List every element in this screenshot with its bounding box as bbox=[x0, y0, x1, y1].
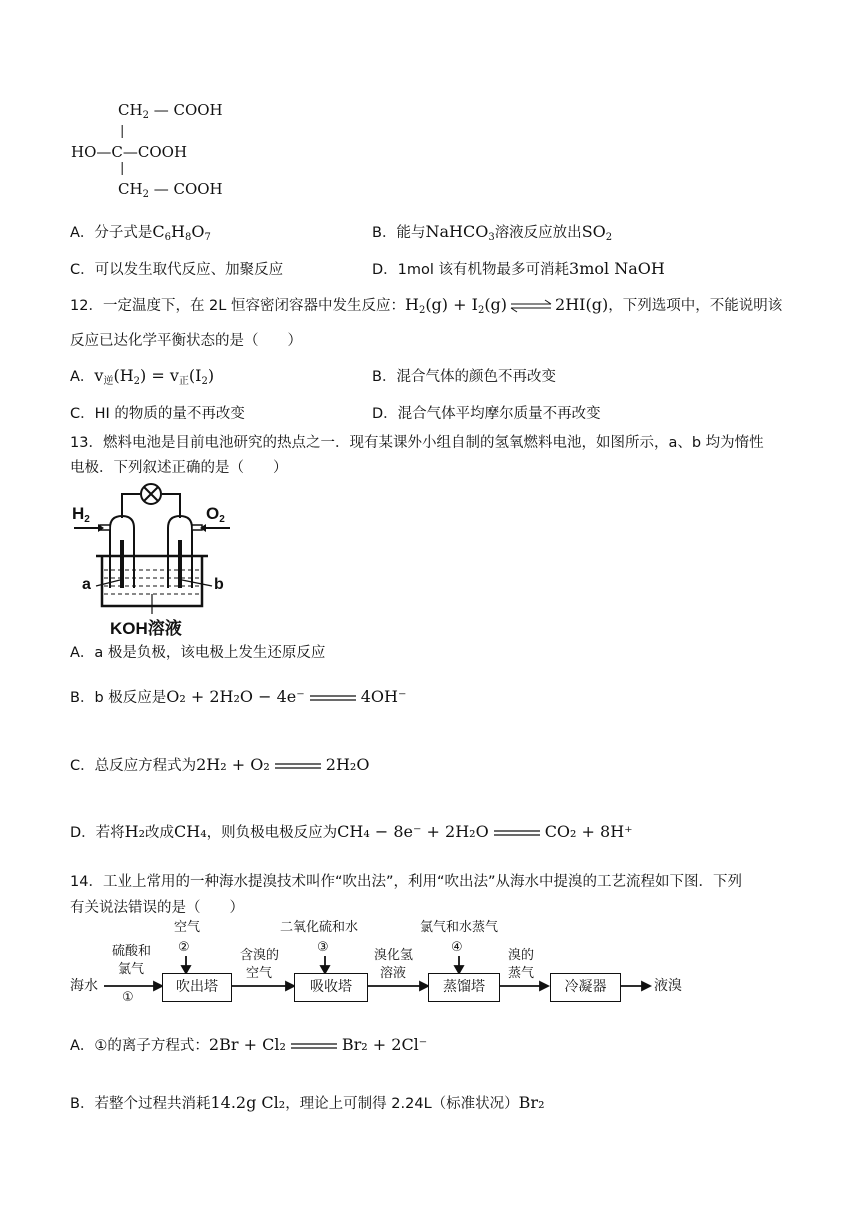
option-label: D．1mol 该有机物最多可消耗 bbox=[372, 262, 570, 278]
flow-air-label: 空气 bbox=[174, 920, 201, 935]
q11-option-b bbox=[372, 221, 612, 243]
q12-option-c: C．HI 的物质的量不再改变 bbox=[70, 406, 245, 422]
flow-mid1-top: 含溴的 bbox=[240, 948, 280, 963]
flow-step2-number: ② bbox=[178, 940, 190, 955]
equation-left: 2H₂ + O₂ bbox=[196, 755, 270, 774]
formula: CH₄ bbox=[174, 822, 207, 841]
q14-stem-line2: 有关说法错误的是（ ） bbox=[70, 900, 244, 916]
q13-option-c bbox=[70, 754, 369, 775]
structure-top bbox=[118, 101, 223, 121]
q14-option-b bbox=[70, 1092, 545, 1113]
flow-box-distillation-tower: 蒸馏塔 bbox=[428, 973, 500, 1002]
q12-option-b: B．混合气体的颜色不再改变 bbox=[372, 369, 556, 385]
q13-option-b bbox=[70, 686, 406, 707]
option-label: B．b 极反应是 bbox=[70, 690, 167, 706]
flow-step1-number: ① bbox=[122, 990, 134, 1005]
option-label: C．总反应方程式为 bbox=[70, 758, 197, 774]
flow-input1-bottom: 氯气 bbox=[118, 962, 145, 977]
flow-step4-number: ④ bbox=[451, 940, 463, 955]
flow-so2-label: 二氧化硫和水 bbox=[280, 920, 359, 935]
equals-sign-icon bbox=[273, 761, 323, 771]
equilibrium-arrow-icon bbox=[509, 299, 553, 313]
reagent: NaHCO$_3$ bbox=[425, 222, 495, 243]
option-label: B．能与 bbox=[372, 225, 426, 241]
gas: $SO_2$ bbox=[581, 222, 613, 243]
flow-mid3-top: 溴的 bbox=[508, 948, 535, 963]
option-label: D．若将 bbox=[70, 825, 125, 841]
q13-stem-line2: 电极．下列叙述正确的是（ ） bbox=[70, 460, 288, 476]
equation-left: 2Br + Cl₂ bbox=[208, 1035, 286, 1054]
q11-option-a bbox=[70, 221, 211, 243]
q12-option-d: D．混合气体平均摩尔质量不再改变 bbox=[372, 406, 601, 422]
equation-right: 2H₂O bbox=[325, 755, 370, 774]
formula: Br₂ bbox=[518, 1093, 545, 1112]
flow-box-condenser: 冷凝器 bbox=[550, 973, 621, 1002]
option-text: ，理论上可制得 2.24L（标准状况） bbox=[285, 1096, 519, 1112]
option-label: A．①的离子方程式： bbox=[70, 1038, 209, 1054]
o2-label: $O_2$ bbox=[206, 504, 225, 525]
q13-option-d bbox=[70, 821, 633, 842]
fuel-cell-figure bbox=[70, 478, 240, 638]
q12-option-a bbox=[70, 365, 214, 387]
ch-text: CH bbox=[118, 180, 143, 198]
flow-box-blowout-tower: 吹出塔 bbox=[162, 973, 232, 1002]
q12-stem-line2: 反应已达化学平衡状态的是（ ） bbox=[70, 333, 302, 349]
electrode-a-label: a bbox=[82, 576, 91, 593]
equation-left: $H_2(g) + I_2(g)$ bbox=[404, 295, 508, 316]
equals-sign-icon bbox=[308, 693, 358, 703]
option-text: ，则负极电极反应为 bbox=[206, 825, 338, 841]
equation-right: 2HI(g) bbox=[555, 295, 609, 314]
structure-bar-top: | bbox=[120, 124, 125, 139]
flow-mid2-top: 溴化氢 bbox=[374, 948, 414, 963]
equation-left: CH₄ − 8e⁻ + 2H₂O bbox=[337, 822, 489, 841]
q11-option-d bbox=[372, 258, 665, 279]
cooh-text: — COOH bbox=[148, 101, 223, 119]
rate-expression: $v_逆(H_2) = v_正(I_2)$ bbox=[94, 366, 215, 387]
carbon-text: C bbox=[111, 143, 123, 161]
formula: H₂ bbox=[124, 822, 146, 841]
koh-solution-label: KOH溶液 bbox=[110, 619, 182, 638]
q14-stem-line1: 14．工业上常用的一种海水提溴技术叫作“吹出法”，利用“吹出法”从海水中提溴的工艺流程如下图．下列 bbox=[70, 874, 742, 890]
equals-sign-icon bbox=[492, 828, 542, 838]
stem-text: ，下列选项中，不能说明该 bbox=[608, 298, 783, 314]
equation-right: CO₂ + 8H⁺ bbox=[544, 822, 633, 841]
flow-mid1-bottom: 空气 bbox=[246, 966, 273, 981]
ch-text: CH bbox=[118, 101, 143, 119]
flow-mid3-bottom: 蒸气 bbox=[508, 966, 535, 981]
option-label: B．若整个过程共消耗 bbox=[70, 1096, 211, 1112]
subscript: 2 bbox=[142, 189, 149, 200]
option-text: 改成 bbox=[145, 825, 175, 841]
option-label: A．分子式是 bbox=[70, 225, 153, 241]
subscript: 2 bbox=[142, 110, 149, 121]
q13-stem-line1: 13．燃料电池是目前电池研究的热点之一．现有某课外小组自制的氢氧燃料电池，如图所示，a、b 均为惰性 bbox=[70, 435, 764, 451]
flow-start-seawater: 海水 bbox=[70, 978, 98, 994]
mass-value: 14.2g Cl₂ bbox=[210, 1093, 286, 1112]
equation-right: Br₂ + 2Cl⁻ bbox=[341, 1035, 428, 1054]
cooh-text: —COOH bbox=[122, 143, 188, 161]
flow-input1-top: 硫酸和 bbox=[112, 944, 152, 959]
equals-sign-icon bbox=[289, 1041, 339, 1051]
h2-label: $H_2$ bbox=[72, 504, 90, 525]
structure-middle bbox=[71, 143, 187, 161]
bromine-extraction-flowchart bbox=[70, 918, 710, 1008]
flow-step3-number: ③ bbox=[317, 940, 329, 955]
stem-text: 12．一定温度下，在 2L 恒容密闭容器中发生反应： bbox=[70, 298, 405, 314]
flow-box-absorption-tower: 吸收塔 bbox=[294, 973, 368, 1002]
q12-stem-line1 bbox=[70, 294, 782, 316]
flow-mid2-bottom: 溶液 bbox=[380, 966, 407, 981]
equation-left: O₂ + 2H₂O − 4e⁻ bbox=[166, 687, 305, 706]
flow-end-liquid-bromine: 液溴 bbox=[654, 978, 682, 994]
ho-text: HO— bbox=[71, 143, 112, 161]
option-label: A． bbox=[70, 369, 95, 385]
q11-option-c: C．可以发生取代反应、加聚反应 bbox=[70, 262, 284, 278]
structure-bar-bottom: | bbox=[120, 161, 125, 176]
formula: $C_6H_8O_7$ bbox=[152, 222, 211, 243]
cooh-text: — COOH bbox=[148, 180, 223, 198]
structure-bottom bbox=[118, 180, 223, 200]
option-value: 3mol NaOH bbox=[569, 259, 665, 278]
option-text: 溶液反应放出 bbox=[494, 225, 582, 241]
flow-cl2-label: 氯气和水蒸气 bbox=[420, 920, 499, 935]
equation-right: 4OH⁻ bbox=[360, 687, 407, 706]
electrode-b-label: b bbox=[214, 576, 224, 593]
q13-option-a: A．a 极是负极，该电极上发生还原反应 bbox=[70, 645, 326, 661]
q14-option-a bbox=[70, 1034, 427, 1055]
